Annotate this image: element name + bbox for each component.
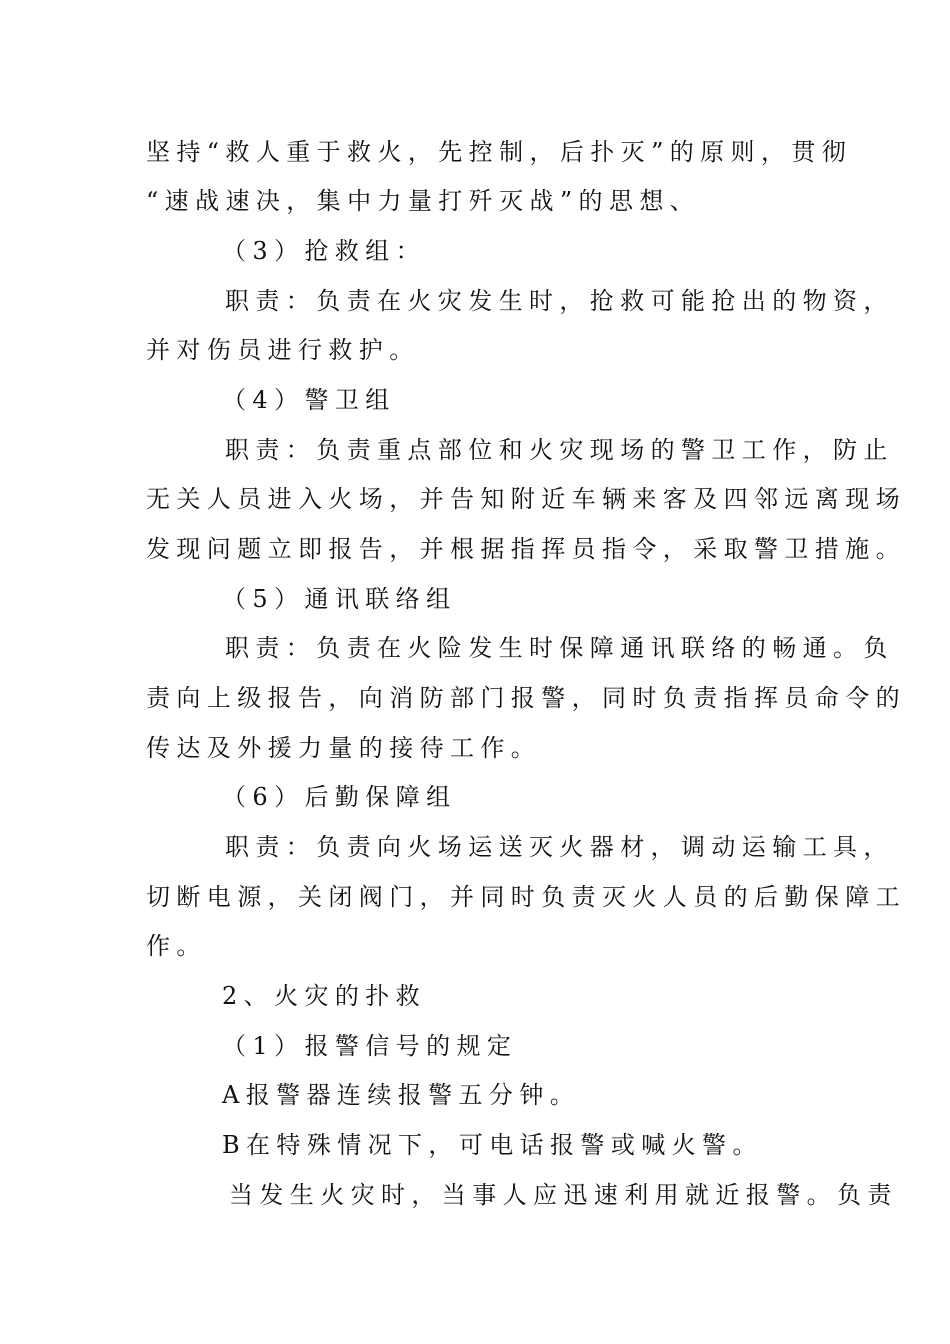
paragraph-line: 职责：负责在火险发生时保障通讯联络的畅通。负: [225, 634, 894, 662]
paragraph-line: 传达及外援力量的接待工作。: [146, 734, 542, 762]
section-heading: 2、火灾的扑救: [222, 982, 427, 1010]
paragraph-line: 职责：负责向火场运送灭火器材，调动运输工具，: [225, 833, 894, 861]
section-heading: （6）后勤保障组: [222, 783, 457, 811]
paragraph-line: A报警器连续报警五分钟。: [222, 1081, 581, 1109]
paragraph-line: 无关人员进入火场，并告知附近车辆来客及四邻远离现场: [146, 485, 906, 513]
paragraph-line: 发现问题立即报告，并根据指挥员指令，采取警卫措施。: [146, 535, 906, 563]
paragraph-line: 切断电源，关闭阀门，并同时负责灭火人员的后勤保障工: [146, 883, 906, 911]
paragraph-line: 并对伤员进行救护。: [146, 336, 420, 364]
paragraph-line: “速战速决，集中力量打歼灭战”的思想、: [146, 187, 701, 215]
paragraph-line: 当发生火灾时，当事人应迅速利用就近报警。负责: [229, 1181, 898, 1209]
paragraph-line: 职责：负责在火灾发生时，抢救可能抢出的物资，: [225, 287, 894, 315]
paragraph-line: 作。: [146, 932, 207, 960]
section-heading: （3）抢救组：: [222, 237, 427, 265]
paragraph-line: B在特殊情况下，可电话报警或喊火警。: [222, 1131, 763, 1159]
section-heading: （1）报警信号的规定: [222, 1032, 518, 1060]
section-heading: （5）通讯联络组: [222, 585, 457, 613]
paragraph-line: 职责：负责重点部位和火灾现场的警卫工作，防止: [225, 436, 894, 464]
paragraph-line: 责向上级报告，向消防部门报警，同时负责指挥员命令的: [146, 684, 906, 712]
paragraph-line: 坚持“救人重于救火，先控制，后扑灭”的原则，贯彻: [146, 138, 853, 166]
section-heading: （4）警卫组: [222, 386, 396, 414]
